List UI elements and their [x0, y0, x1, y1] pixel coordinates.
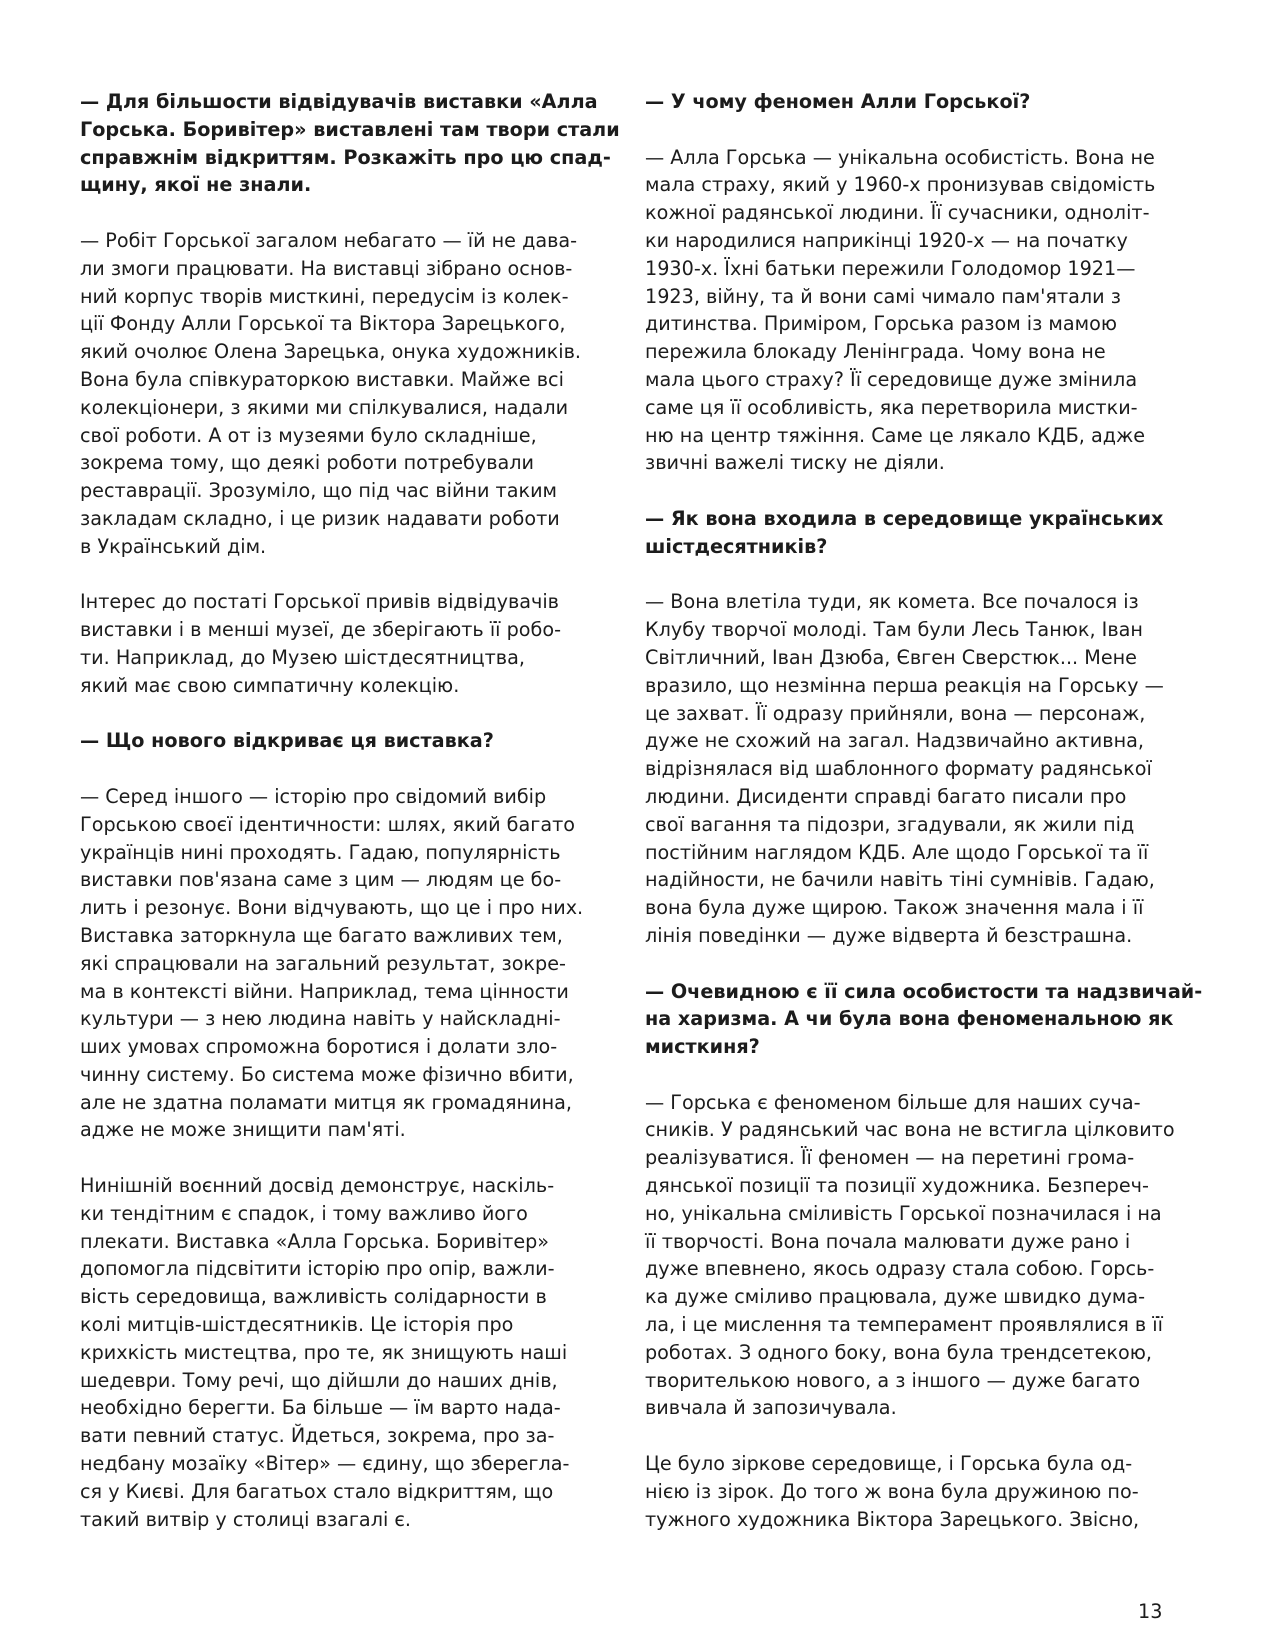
- text-line: ся у Києві. Для багатьох стало відкриттям, що: [80, 1479, 554, 1503]
- text-line: Горська. Боривітер» виставлені там твори стали: [80, 117, 620, 141]
- text-line: такий витвір у столиці взагалі є.: [80, 1507, 412, 1531]
- text-line: роботах. З одного боку, вона була трендсетекою,: [645, 1340, 1152, 1364]
- text-line: — Робіт Горської загалом небагато — їй не дава-: [80, 228, 578, 252]
- text-line: лінія поведінки — дуже відверта й безстрашна.: [645, 923, 1133, 947]
- text-line: Вона була співкураторкою виставки. Майже всі: [80, 367, 564, 391]
- text-line: її творчості. Вона почала малювати дуже рано і: [645, 1229, 1131, 1253]
- text-line: реставрації. Зрозуміло, що під час війни таким: [80, 479, 558, 503]
- text-line: — Очевидною є її сила особистости та надзвичай-: [645, 979, 1203, 1003]
- text-line: на харизма. А чи була вона феноменальною як: [645, 1007, 1174, 1031]
- text-line: шедеври. Тому речі, що дійшли до наших днів,: [80, 1368, 558, 1392]
- interview-answer: [645, 1450, 1145, 1533]
- text-line: необхідно берегти. Ба більше — їм варто нада-: [80, 1396, 561, 1420]
- text-line: Інтерес до постаті Горської привів відвідувачів: [80, 590, 559, 614]
- text-line: ших умовах спроможна боротися і долати зло-: [80, 1035, 558, 1059]
- text-line: ки тендітним є спадок, і тому важливо його: [80, 1201, 528, 1225]
- text-line: в Український дім.: [80, 534, 267, 558]
- text-line: відрізнялася від шаблонного формату радянської: [645, 757, 1152, 781]
- text-line: постійним наглядом КДБ. Але щодо Горської та її: [645, 840, 1149, 864]
- text-line: дитинства. Приміром, Горська разом із мамою: [645, 312, 1118, 336]
- text-line: вивчала й запозичувала.: [645, 1396, 897, 1420]
- interview-question: [80, 88, 620, 199]
- text-line: — Алла Горська — унікальна особистість. Вона не: [645, 145, 1155, 169]
- text-line: закладам складно, і це ризик надавати роботи: [80, 506, 560, 530]
- text-line: виставки і в менші музеї, де зберігають її робо-: [80, 618, 562, 642]
- text-line: вразило, що незмінна перша реакція на Горську —: [645, 673, 1164, 697]
- text-line: який має свою симпатичну колекцію.: [80, 673, 460, 697]
- text-line: крихкість мистецтва, про те, як знищують наші: [80, 1340, 568, 1364]
- text-line: Горською своєї ідентичности: шлях, який багато: [80, 812, 576, 836]
- text-line: сників. У радянський час вона не встигла цілковито: [645, 1118, 1175, 1142]
- text-line: свої вагання та підозри, згадували, як жили під: [645, 812, 1135, 836]
- interview-question: [645, 978, 1203, 1061]
- text-line: ка дуже сміливо працювала, дуже швидко дума-: [645, 1285, 1146, 1309]
- text-line: реалізуватися. Її феномен — на перетині грома-: [645, 1146, 1135, 1170]
- text-line: мисткиня?: [645, 1035, 760, 1059]
- text-line: кожної радянської людини. Її сучасники, одноліт-: [645, 201, 1150, 225]
- text-line: шістдесятників?: [645, 534, 828, 558]
- text-line: ню на центр тяжіння. Саме це лякало КДБ, адже: [645, 423, 1146, 447]
- interview-answer: [645, 144, 1156, 478]
- text-line: звичні важелі тиску не діяли.: [645, 451, 945, 475]
- text-line: який очолює Олена Зарецька, онука художників.: [80, 340, 581, 364]
- text-line: Виставка заторкнула ще багато важливих тем,: [80, 923, 563, 947]
- text-line: 1923, війну, та й вони самі чимало пам'ятали з: [645, 284, 1121, 308]
- text-line: — Вона влетіла туди, як комета. Все почалося із: [645, 590, 1139, 614]
- text-line: плекати. Виставка «Алла Горська. Боривітер»: [80, 1229, 550, 1253]
- text-line: українців нині проходять. Гадаю, популярність: [80, 840, 561, 864]
- text-line: які спрацювали на загальний результат, зокре-: [80, 951, 566, 975]
- text-line: нією із зірок. До того ж вона була дружиною по-: [645, 1479, 1139, 1503]
- text-line: 1930-х. Їхні батьки пережили Голодомор 1921—: [645, 256, 1136, 280]
- interview-answer: [80, 227, 580, 561]
- text-line: ний корпус творів мисткині, передусім із колек-: [80, 284, 569, 308]
- text-line: допомогла підсвітити історію про опір, важли-: [80, 1257, 555, 1281]
- text-line: але не здатна поламати митця як громадянина,: [80, 1090, 572, 1114]
- text-line: — Що нового відкриває ця виставка?: [80, 729, 494, 753]
- text-line: надійности, не бачили навіть тіні сумнівів. Гадаю,: [645, 868, 1155, 892]
- text-line: ки народилися наприкінці 1920-х — на початку: [645, 228, 1128, 252]
- text-line: Нинішній воєнний досвід демонструє, наскіль-: [80, 1174, 555, 1198]
- text-line: лить і резонує. Вони відчувають, що це і про них.: [80, 896, 584, 920]
- interview-question: [645, 505, 1164, 561]
- text-line: адже не може знищити пам'яті.: [80, 1118, 406, 1142]
- text-line: виставки пов'язана саме з цим — людям це бо-: [80, 868, 562, 892]
- text-line: людини. Дисиденти справді багато писали про: [645, 784, 1127, 808]
- text-line: Світличний, Іван Дзюба, Євген Сверстюк... Мене: [645, 645, 1137, 669]
- text-line: вість середовища, важливість солідарности в: [80, 1285, 547, 1309]
- text-line: зокрема тому, що деякі роботи потребували: [80, 451, 535, 475]
- text-line: но, унікальна сміливість Горської позначилася і на: [645, 1201, 1162, 1225]
- text-line: це захват. Її одразу прийняли, вона — персонаж,: [645, 701, 1146, 725]
- text-line: творителькою нового, а з іншого — дуже багато: [645, 1368, 1141, 1392]
- text-line: справжнім відкриттям. Розкажіть про цю спад-: [80, 145, 611, 169]
- page-number: 13: [1138, 1600, 1163, 1623]
- text-line: — У чому феномен Алли Горської?: [645, 90, 1031, 113]
- text-line: — Для більшости відвідувачів виставки «Алла: [80, 90, 598, 113]
- text-line: ли змоги працювати. На виставці зібрано основ-: [80, 256, 573, 280]
- text-line: ти. Наприклад, до Музею шістдесятництва,: [80, 645, 525, 669]
- text-line: колі митців-шістдесятників. Це історія про: [80, 1313, 514, 1337]
- interview-answer: [80, 783, 584, 1144]
- interview-question: [80, 727, 580, 755]
- text-line: мала страху, який у 1960-х пронизував свідомість: [645, 173, 1156, 197]
- interview-answer: [80, 1172, 580, 1533]
- text-line: дуже не схожий на загал. Надзвичайно активна,: [645, 729, 1144, 753]
- interview-answer: [645, 1089, 1175, 1423]
- text-line: ції Фонду Алли Горської та Віктора Зарецького,: [80, 312, 566, 336]
- text-line: вати певний статус. Йдеться, зокрема, про за-: [80, 1424, 555, 1448]
- text-line: чинну систему. Бо система може фізично вбити,: [80, 1062, 574, 1086]
- text-line: мала цього страху? Її середовище дуже змінила: [645, 367, 1138, 391]
- text-line: — Серед іншого — історію про свідомий вибір: [80, 784, 547, 808]
- right-column: [645, 88, 1203, 1533]
- text-line: колекціонери, з якими ми спілкувалися, надали: [80, 395, 569, 419]
- text-line: недбану мозаїку «Вітер» — єдину, що збереглa-: [80, 1452, 570, 1476]
- interview-answer: [80, 588, 580, 699]
- text-line: вона була дуже щирою. Також значення мала і її: [645, 896, 1144, 920]
- text-line: культури — з нею людина навіть у найскладні-: [80, 1007, 561, 1031]
- text-line: ла, і це мислення та темперамент проявлялися в її: [645, 1313, 1163, 1337]
- text-line: щину, якої не знали.: [80, 173, 312, 197]
- text-line: тужного художника Віктора Зарецького. Звісно,: [645, 1507, 1140, 1531]
- interview-question: [645, 88, 1145, 116]
- text-line: Клубу творчої молоді. Там були Лесь Танюк, Іван: [645, 618, 1143, 642]
- text-line: дуже впевнено, якось одразу стала собою. Горсь-: [645, 1257, 1155, 1281]
- text-line: пережила блокаду Ленінграда. Чому вона не: [645, 340, 1106, 364]
- text-line: саме ця її особливість, яка перетворила мистки-: [645, 395, 1138, 419]
- left-column: [80, 88, 620, 1533]
- text-line: свої роботи. А от із музеями було складніше,: [80, 423, 537, 447]
- text-line: ма в контексті війни. Наприклад, тема цінности: [80, 979, 569, 1003]
- interview-answer: [645, 588, 1164, 949]
- text-line: дянської позиції та позиції художника. Безпереч-: [645, 1174, 1149, 1198]
- text-line: — Як вона входила в середовище українських: [645, 506, 1164, 530]
- text-line: — Горська є феноменом більше для наших суча-: [645, 1090, 1141, 1114]
- text-line: Це було зіркове середовище, і Горська була од-: [645, 1452, 1133, 1476]
